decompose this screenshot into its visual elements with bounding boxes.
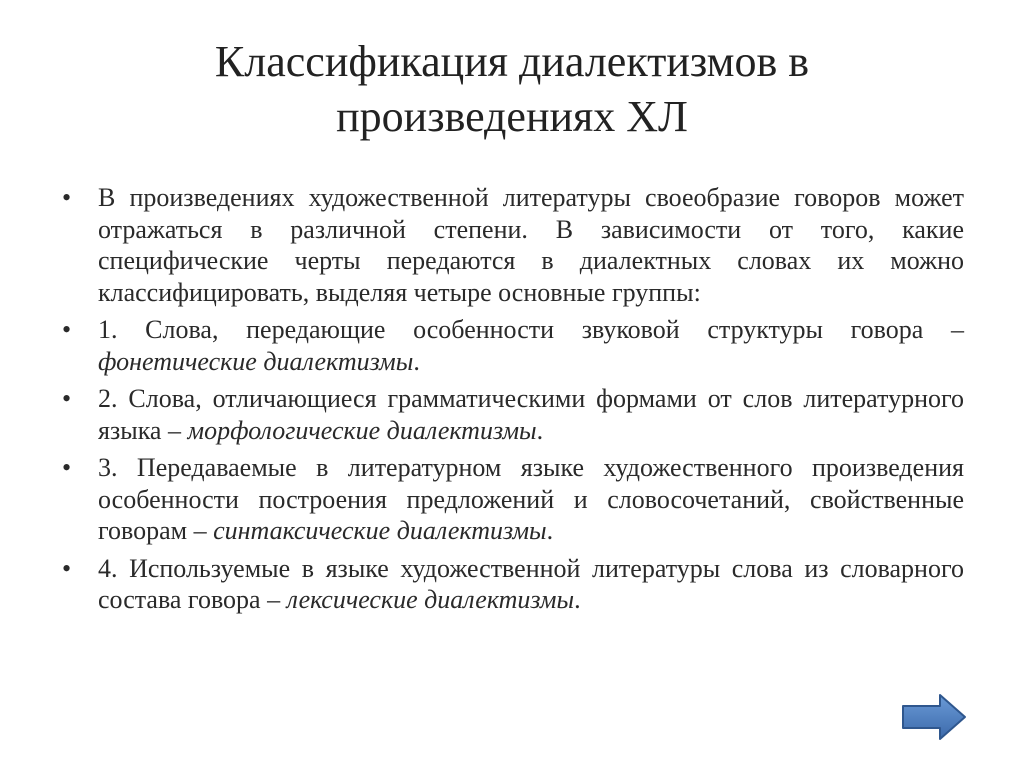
bullet-marker: •	[62, 553, 72, 583]
bullet-item-phonetic	[62, 314, 964, 377]
bullet-marker: •	[62, 384, 72, 413]
bullet-text: 4. Используемые в языке художественной литературы слова из словарного состава говора –	[98, 553, 964, 614]
bullet-term: лексические диалектизмы	[286, 585, 575, 614]
bullet-marker: •	[62, 315, 72, 344]
bullet-item-lexical	[62, 553, 964, 616]
bullet-term: фонетические диалектизмы	[98, 346, 414, 376]
slide-title	[60, 34, 964, 144]
slide-title-line-1: Классификация диалектизмов в	[214, 37, 810, 86]
bullet-text: 1. Слова, передающие особенности звуковой структуры говора –	[98, 315, 964, 344]
bullet-item-morphological	[62, 383, 964, 446]
bullet-end: .	[546, 516, 554, 545]
bullet-end: .	[413, 346, 420, 376]
bullet-item-syntactic	[62, 452, 964, 547]
bullet-text: В произведениях художественной литературы своеобразие говоров может отражаться в различной степени. В зависимости от того, какие специфические черты передаются в диалектных словах их можно классифицировать, выделяя четыре основные группы:	[98, 183, 964, 307]
next-slide-button[interactable]	[900, 692, 968, 742]
bullet-end: .	[536, 415, 544, 445]
bullet-list	[62, 182, 964, 622]
bullet-marker: •	[62, 183, 72, 212]
bullet-text: 3. Передаваемые в литературном языке художественного произведения особенности построения предложений и словосочетаний, свойственные говорам –	[98, 453, 964, 545]
bullet-item-intro	[62, 182, 964, 308]
bullet-term: синтаксические диалектизмы	[213, 516, 547, 545]
bullet-term: морфологические диалектизмы	[187, 415, 537, 445]
bullet-end: .	[574, 585, 581, 614]
arrow-right-icon	[900, 692, 968, 742]
bullet-text: 2. Слова, отличающиеся грамматическими формами от слов литературного языка –	[98, 384, 964, 445]
bullet-marker: •	[62, 453, 72, 482]
slide-title-line-2: произведениях ХЛ	[336, 92, 688, 141]
